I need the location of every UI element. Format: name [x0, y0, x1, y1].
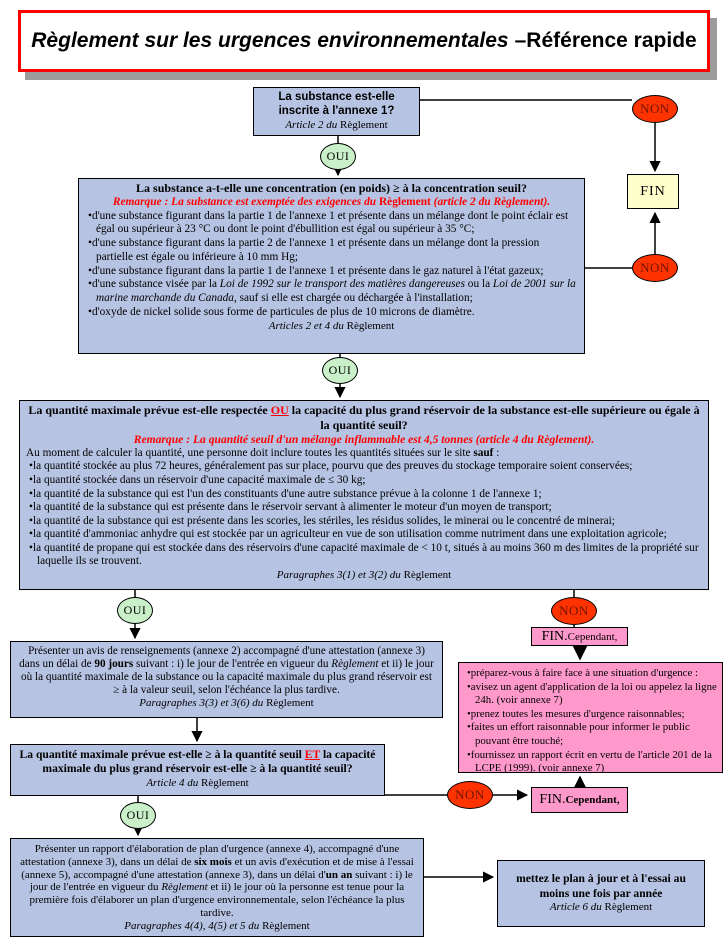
- ref-reglement: Règlement: [403, 568, 452, 581]
- non-badge-3: [551, 597, 597, 625]
- exclusion-item: • la quantité de la substance qui est l'un des constituants d'une autre substance prévue à la colonne 1 de l'annexe 1;: [26, 488, 702, 502]
- conjunction-et: ET: [304, 748, 321, 761]
- oui-badge-1: [320, 143, 356, 170]
- question-part: La quantité maximale prévue est-elle respectée: [28, 403, 271, 417]
- law-title: Loi de 1992 sur le transport des matières dangereuses: [219, 278, 465, 291]
- fin-cependant-label-2: [531, 787, 628, 813]
- deadline-six-mois: six mois: [194, 855, 232, 868]
- bullet-part: ou la: [464, 278, 493, 291]
- report-part: Présenter un rapport d'élaboration de plan d'urgence (annexe 4), accompagné d'une attestation (annexe 3), dans un délai de: [20, 843, 400, 868]
- exemption-list: [85, 210, 578, 320]
- ref-article: Article 6 du: [549, 901, 605, 914]
- non-label: NON: [455, 787, 485, 802]
- fin-cependant-label-1: [531, 627, 628, 646]
- notice-part: Présenter un avis de renseignements (annexe 2) accompagné d'une attestation (annexe 3) dans un délai de: [19, 645, 425, 670]
- exemption-item: [85, 278, 578, 306]
- non-badge-2: [632, 254, 678, 282]
- ref-reglement: Règlement: [340, 118, 388, 131]
- regulation-ref: [17, 697, 436, 710]
- remark-part: (article 2 du Règlement).: [430, 195, 551, 208]
- non-label: NON: [640, 260, 670, 275]
- report-part: et un avis d'exécution et de mise à l'essai (annexe 5), accompagné d'une attestation (annexe 3), dans un délai d': [21, 855, 414, 881]
- update-plan-box: [497, 860, 705, 927]
- question-part: la capacité maximale du plus grand réservoir est-elle ≥ à la quantité seuil?: [42, 748, 376, 776]
- report-part: suivant : i) le jour de l'entrée en vigueur du: [29, 868, 413, 894]
- non-badge-4: [447, 781, 493, 809]
- exemption-item: • d'une substance figurant dans la partie 1 de l'annexe 1 et présente dans le gaz naturel à l'état gazeux;: [85, 265, 578, 279]
- decision-concentration-question: La substance a-t-elle une concentration (en poids) ≥ à la concentration seuil?: [136, 181, 527, 195]
- reglement-italic: Règlement: [161, 881, 208, 894]
- notice-part: suivant : i) le jour de l'entrée en vigueur du: [133, 657, 332, 670]
- intro-part: Au moment de calculer la quantité, une personne doit inclure toutes les quantités situées sur le site: [26, 446, 474, 459]
- measure-item: • prenez toutes les mesures d'urgence raisonnables;: [464, 708, 717, 722]
- measure-item: • avisez un agent d'application de la loi ou appelez la ligne 24h. (voir annexe 7): [464, 681, 717, 708]
- deadline-un-an: un an: [325, 868, 353, 881]
- regulation-ref: [85, 320, 578, 333]
- ref-reglement: Règlement: [346, 319, 395, 332]
- ref-reglement: Règlement: [262, 919, 310, 932]
- non-badge-1: [632, 95, 678, 123]
- oui-label: OUI: [326, 149, 350, 163]
- regulation-ref: [17, 920, 417, 933]
- measure-item: • faites un effort raisonnable pour informer le public pouvant être touché;: [464, 721, 717, 748]
- reglement-italic: Règlement: [331, 657, 379, 670]
- cependant-word: Cependant,: [567, 630, 618, 643]
- measure-list: [464, 667, 717, 776]
- exemption-item: • d'une substance figurant dans la partie 1 de l'annexe 1 et présente dans un mélange dont le point éclair est égal ou supérieur à 23 °C ou dont le point d'ébullition est égal ou supérieur à 35 °C;: [85, 210, 578, 238]
- ref-article: Paragraphes 4(4), 4(5) et 5 du: [124, 919, 263, 932]
- oui-badge-4: [120, 802, 156, 829]
- oui-label: OUI: [328, 363, 352, 377]
- regulation-ref: [504, 901, 698, 915]
- oui-label: OUI: [126, 808, 150, 822]
- deadline-90-jours: 90 jours: [94, 657, 134, 670]
- emergency-measures-box: [458, 662, 723, 773]
- ref-article: Article 4 du: [146, 776, 202, 789]
- remark-part: Règlement: [378, 195, 431, 208]
- exclusion-list: [26, 460, 702, 568]
- remark-threshold: Remarque : La quantité seuil d'un mélange inflammable est 4,5 tonnes (article 4 du Règlement).: [133, 433, 595, 446]
- intro-part: :: [493, 446, 500, 459]
- bullet-part: , sauf si elle est chargée ou déchargée à l'installation;: [233, 292, 473, 305]
- report-box: [10, 838, 424, 937]
- decision-quantity-question: [26, 403, 702, 433]
- notice-part: et ii) le jour où la quantité maximale de la substance ou la capacité maximale du plus grand réservoir est ≥ à la valeur seuil, selon l'échéance la plus tardive.: [21, 657, 434, 696]
- ref-article: Article 2 du: [285, 118, 341, 131]
- decision-annexe1-box: [253, 87, 420, 136]
- question-part: la capacité du plus grand réservoir de la substance est-elle supérieure ou égale à la quantité seuil?: [288, 403, 700, 432]
- oui-badge-2: [322, 357, 358, 384]
- ref-reglement: Règlement: [266, 696, 314, 709]
- report-part: et ii) le jour où la personne est tenue pour la première fois d'élaborer un plan d'urgence environnementale, selon l'échéance la plus tardive.: [29, 881, 405, 919]
- decision-concentration-box: [78, 178, 585, 354]
- update-plan-text: mettez le plan à jour et à l'essai au moins une fois par année: [516, 872, 686, 900]
- non-label: NON: [559, 603, 589, 618]
- notice-box: [10, 641, 443, 718]
- notice-text: [17, 645, 436, 697]
- decision-quantity-and-capacity-box: [10, 744, 385, 796]
- ref-article: Paragraphes 3(3) et 3(6) du: [139, 696, 267, 709]
- exclusion-item: • la quantité stockée dans un réservoir d'une capacité maximale de ≤ 30 kg;: [26, 474, 702, 488]
- bullet-part: d'une substance visée par la: [91, 278, 220, 291]
- ref-reglement: Règlement: [201, 776, 249, 789]
- quantity-intro: [26, 447, 702, 461]
- ref-article: Paragraphes 3(1) et 3(2) du: [276, 568, 404, 581]
- fin-word: FIN.: [539, 792, 566, 807]
- exclusion-item: • la quantité stockée au plus 72 heures, généralement pas sur place, pourvu que des preuves du stockage temporaire soient conservées;: [26, 460, 702, 474]
- regulation-ref: [17, 777, 378, 791]
- fin-box: [627, 174, 679, 209]
- ref-reglement: Règlement: [604, 901, 653, 914]
- fin-label: FIN: [640, 183, 666, 199]
- remark-exemption: [85, 196, 578, 210]
- title-dash: –: [514, 29, 527, 52]
- exclusion-item: • la quantité de la substance qui est présente dans le réservoir servant à alimenter le moteur d'un moyen de transport;: [26, 501, 702, 515]
- oui-badge-3: [117, 597, 153, 624]
- exclusion-item: • la quantité de propane qui est stockée dans des réservoirs d'une capacité maximale de < 10 t, situés à au moins 360 m des limites de la propriété sur laquelle ils se trouvent.: [26, 542, 702, 569]
- page-title: [18, 10, 710, 72]
- cependant-word: Cependant,: [565, 794, 620, 806]
- exemption-item: • d'une substance figurant dans la partie 2 de l'annexe 1 et présente dans un mélange dont la pression partielle est égale ou inférieure à 10 mm Hg;: [85, 237, 578, 265]
- intro-sauf: sauf: [473, 446, 494, 459]
- decision-quantity-and-capacity-question: [17, 748, 378, 777]
- title-suffix: Référence rapide: [526, 29, 697, 52]
- exemption-item: • d'oxyde de nickel solide sous forme de particules de plus de 10 microns de diamètre.: [85, 306, 578, 320]
- regulation-ref: [26, 569, 702, 582]
- exclusion-item: • la quantité d'ammoniac anhydre qui est stockée par un agriculteur en vue de son utilisation comme nutriment dans une exploitation agricole;: [26, 528, 702, 542]
- decision-annexe1-question: La substance est-elle inscrite à l'annexe 1?: [278, 91, 395, 117]
- measure-item: • préparez-vous à faire face à une situation d'urgence :: [464, 667, 717, 681]
- measure-item: • fournissez un rapport écrit en vertu de l'article 201 de la LCPE (1999). (voir annexe 7): [464, 749, 717, 776]
- conjunction-ou: OU: [270, 403, 289, 417]
- report-text: [17, 843, 417, 920]
- non-label: NON: [640, 101, 670, 116]
- ref-article: Articles 2 et 4 du: [268, 319, 347, 332]
- oui-label: OUI: [123, 603, 147, 617]
- remark-part: Remarque : La substance est exemptée des exigences du: [112, 195, 379, 208]
- regulation-ref: [260, 119, 413, 132]
- question-part: La quantité maximale prévue est-elle ≥ à la quantité seuil: [19, 748, 305, 761]
- law-title: Loi de 2001 sur la marine marchande du Canada: [96, 278, 576, 305]
- decision-quantity-box: [19, 400, 709, 590]
- exclusion-item: • la quantité de la substance qui est présente dans les scories, les stériles, les résidus solides, le minerai ou le concentré de minerai;: [26, 515, 702, 529]
- fin-word: FIN.: [541, 628, 568, 644]
- title-main: Règlement sur les urgences environnementales: [31, 29, 509, 52]
